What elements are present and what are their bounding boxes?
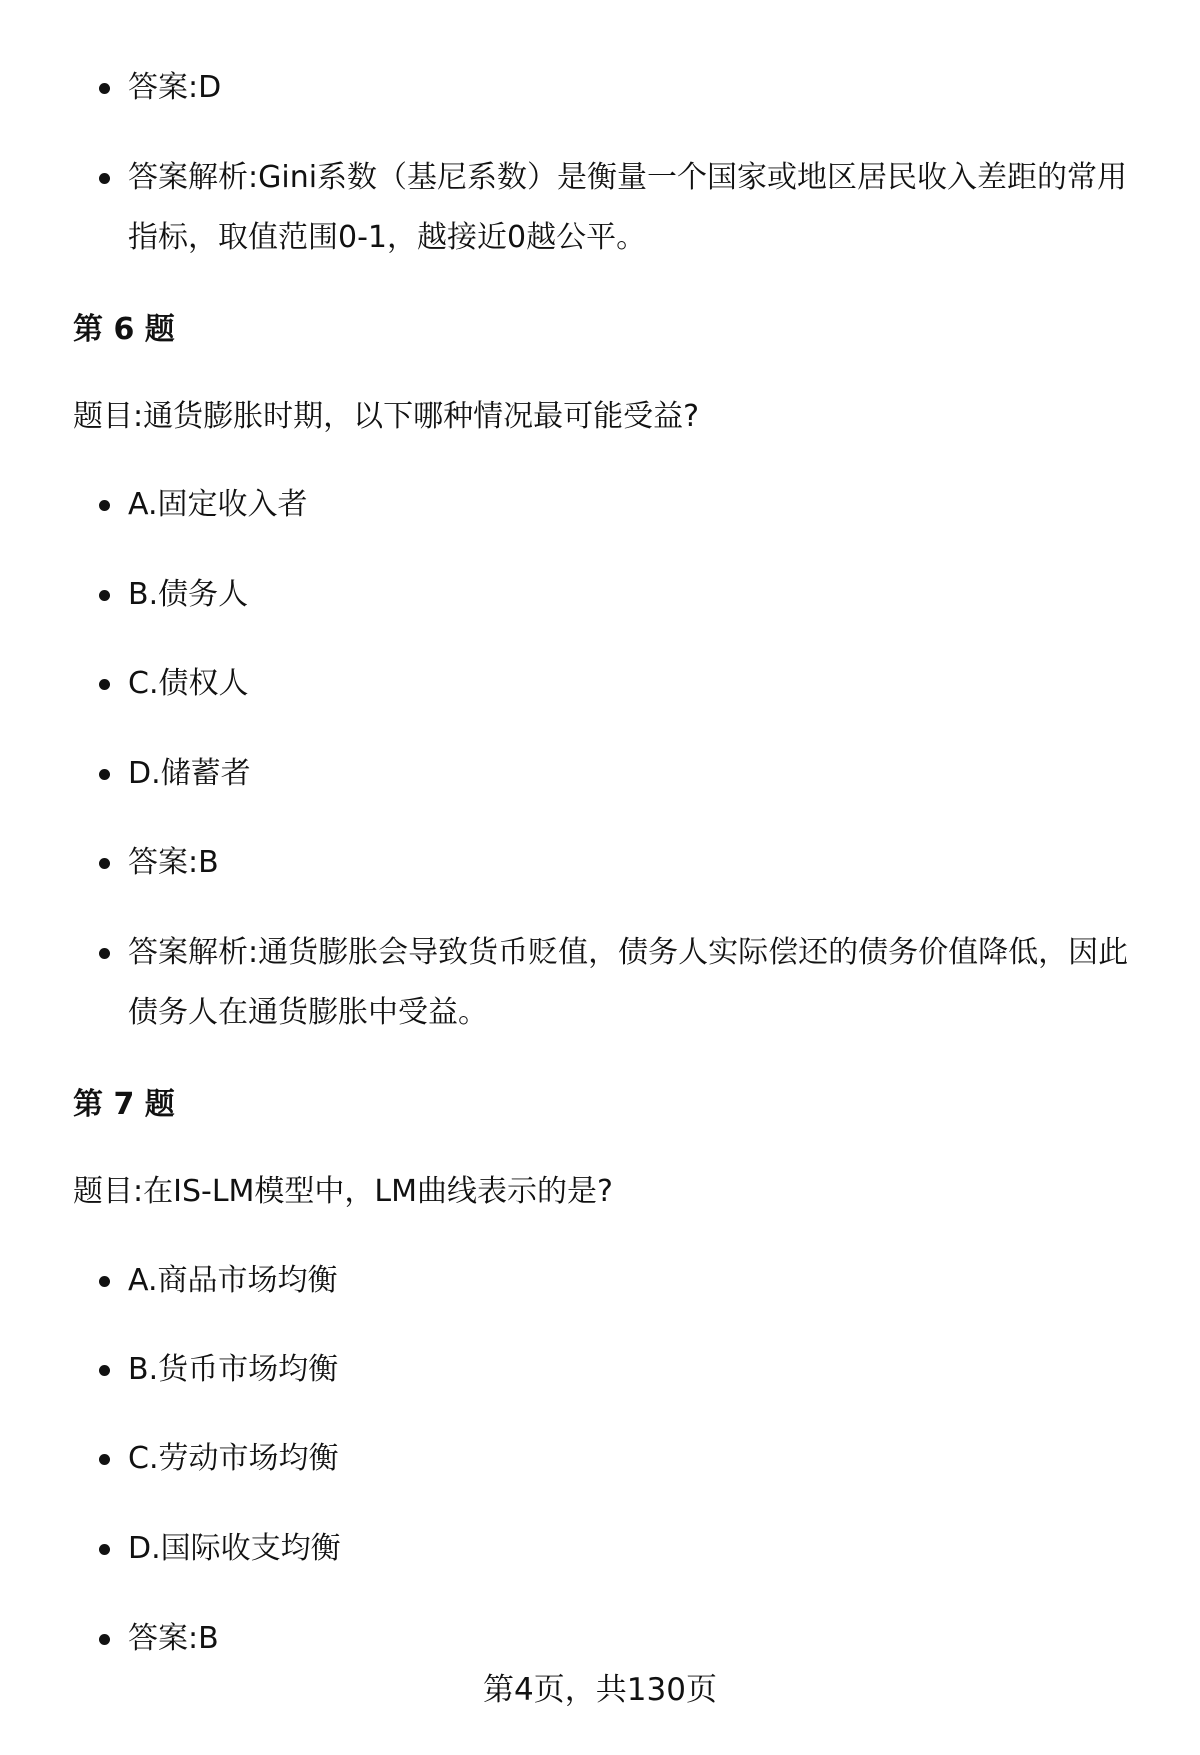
bullet-icon	[99, 173, 110, 184]
option-item	[128, 1251, 1148, 1311]
option-text: D.储蓄者	[128, 756, 251, 791]
option-text: C.劳动市场均衡	[128, 1441, 339, 1476]
bullet-icon	[99, 1634, 110, 1645]
option-text: A.固定收入者	[128, 487, 308, 522]
option-text: B.债务人	[128, 577, 249, 612]
bullet-icon	[99, 948, 110, 959]
bullet-icon	[99, 1544, 110, 1555]
question-heading: 第 6 题	[73, 312, 175, 347]
question-heading: 第 7 题	[73, 1087, 175, 1122]
option-item	[128, 475, 1148, 535]
bullet-icon	[99, 500, 110, 511]
option-item	[128, 1429, 1148, 1489]
option-text: B.货币市场均衡	[128, 1352, 339, 1387]
option-item	[128, 565, 1148, 625]
answer-text: 答案:B	[128, 845, 219, 880]
bullet-icon	[99, 858, 110, 869]
option-item	[128, 744, 1148, 804]
bullet-icon	[99, 1276, 110, 1287]
explanation-item	[128, 148, 1148, 268]
option-text: A.商品市场均衡	[128, 1263, 338, 1298]
bullet-icon	[99, 1365, 110, 1376]
bullet-icon	[99, 590, 110, 601]
answer-item	[128, 1609, 1148, 1669]
option-item	[128, 1519, 1148, 1579]
bullet-icon	[99, 769, 110, 780]
explanation-item	[128, 923, 1148, 1043]
answer-text: 答案:B	[128, 1621, 219, 1656]
bullet-icon	[99, 83, 110, 94]
explanation-text: 答案解析:通货膨胀会导致货币贬值，债务人实际偿还的债务价值降低，因此债务人在通货膨胀中受益。	[128, 935, 1129, 1030]
option-text: C.债权人	[128, 666, 249, 701]
bullet-icon	[99, 679, 110, 690]
explanation-text: 答案解析:Gini系数（基尼系数）是衡量一个国家或地区居民收入差距的常用指标，取值范围0-1，越接近0越公平。	[128, 160, 1128, 255]
question-stem: 题目:通货膨胀时期，以下哪种情况最可能受益?	[73, 399, 700, 434]
answer-item	[128, 833, 1148, 893]
answer-item	[128, 58, 1148, 118]
option-item	[128, 1340, 1148, 1400]
option-item	[128, 654, 1148, 714]
bullet-icon	[99, 1454, 110, 1465]
answer-text: 答案:D	[128, 70, 222, 105]
page-counter: 第4页，共130页	[483, 1672, 717, 1708]
question-stem: 题目:在IS-LM模型中，LM曲线表示的是?	[73, 1174, 613, 1209]
option-text: D.国际收支均衡	[128, 1531, 341, 1566]
